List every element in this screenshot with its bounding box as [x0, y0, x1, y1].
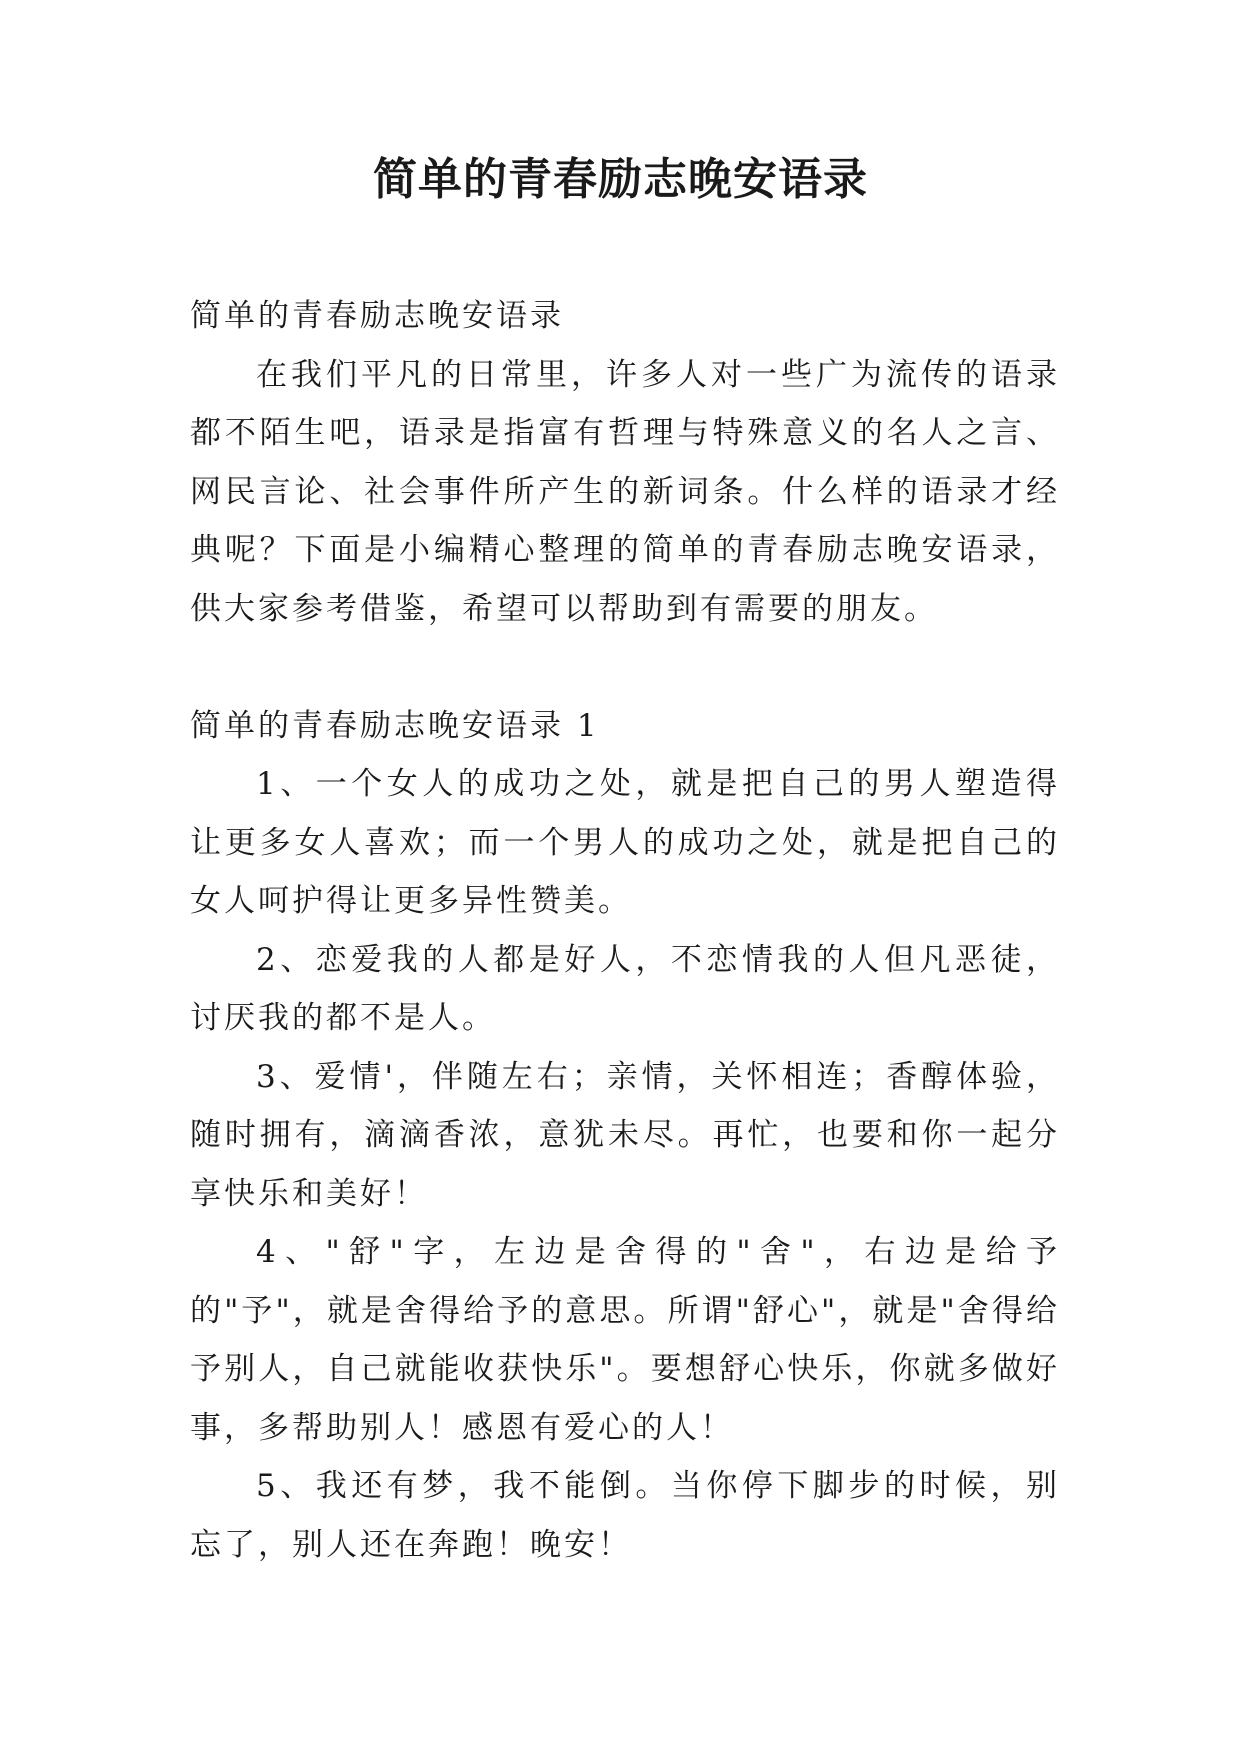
- quote-item: 2、恋爱我的人都是好人，不恋情我的人但凡恶徒，讨厌我的都不是人。: [190, 941, 1060, 1036]
- quote-item: 4、"舒"字，左边是舍得的"舍"，右边是给予的"予"，就是舍得给予的意思。所谓"舒心"，就是"舍得给予别人，自己就能收获快乐"。要想舒心快乐，你就多做好事，多帮助别人！感恩有爱心的人！: [190, 1234, 1060, 1446]
- document-body: [190, 287, 1060, 1574]
- quote-item: 5、我还有梦，我不能倒。当你停下脚步的时候，别忘了，别人还在奔跑！晚安！: [190, 1468, 1060, 1563]
- quote-item: 3、爱情'，伴随左右；亲情，关怀相连；香醇体验，随时拥有，滴滴香浓，意犹未尽。再忙，也要和你一起分享快乐和美好！: [190, 1058, 1060, 1212]
- paragraph-spacer: [190, 638, 1060, 697]
- intro-paragraph: 在我们平凡的日常里，许多人对一些广为流传的语录都不陌生吧，语录是指富有哲理与特殊意义的名人之言、网民言论、社会事件所产生的新词条。什么样的语录才经典呢？下面是小编精心整理的简单的青春励志晚安语录，供大家参考借鉴，希望可以帮助到有需要的朋友。: [190, 356, 1060, 627]
- document-title: 简单的青春励志晚安语录: [373, 154, 868, 205]
- quote-item: 1、一个女人的成功之处，就是把自己的男人塑造得让更多女人喜欢；而一个男人的成功之处，就是把自己的女人呵护得让更多异性赞美。: [190, 766, 1060, 919]
- document-subtitle: 简单的青春励志晚安语录: [190, 298, 564, 334]
- section-heading: 简单的青春励志晚安语录 1: [190, 707, 600, 744]
